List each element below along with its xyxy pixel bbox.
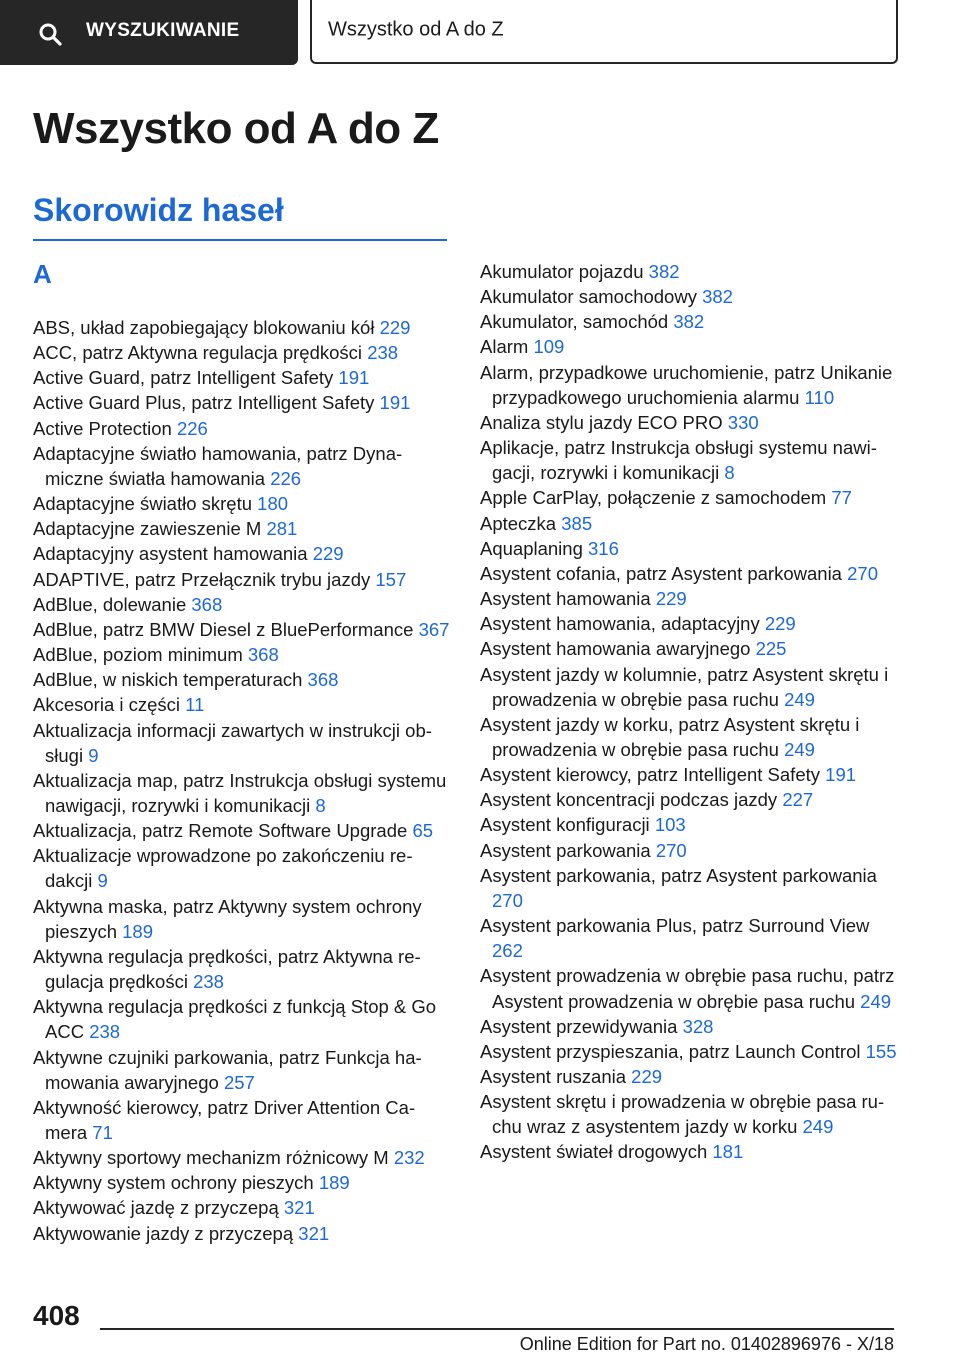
index-entry-text: AdBlue, poziom minimum [33, 644, 243, 666]
page-reference-link[interactable]: 229 [631, 1066, 663, 1087]
page-reference-link[interactable]: 270 [492, 889, 523, 911]
index-entry-text: Aktywne czujniki parkowania, patrz Funkcja hamowania awaryjnego [33, 1046, 422, 1093]
page-reference-link[interactable]: 9 [97, 870, 108, 892]
index-entry-text: Aktywna regulacja prędkości, patrz Aktywna regulacja prędkości [33, 945, 421, 993]
page-reference-link[interactable]: 109 [533, 336, 565, 358]
section-divider [33, 239, 447, 241]
page-reference-link[interactable]: 262 [492, 940, 523, 962]
index-entry[interactable] [480, 284, 898, 309]
index-entry-text: Aktywny system ochrony pieszych [33, 1172, 314, 1194]
index-entry-text: Adaptacyjne światło hamowania, patrz Dynamiczne światła hamowania [33, 442, 403, 489]
index-entry-text: Asystent kierowcy, patrz Intelligent Safety [480, 764, 821, 786]
index-entry-text: Alarm [480, 336, 529, 358]
index-entry[interactable] [33, 944, 451, 994]
index-entry[interactable] [480, 1064, 898, 1089]
index-entry-text: AdBlue, w niskich temperaturach [33, 669, 303, 691]
page-reference-link[interactable]: 189 [318, 1172, 350, 1194]
page-reference-link[interactable]: 65 [412, 820, 434, 842]
index-entry-text: Aktywność kierowcy, patrz Driver Attention Camera [33, 1096, 416, 1143]
index-entry-text: Aktywowanie jazdy z przyczepą [33, 1222, 294, 1244]
index-entry-text: Asystent skrętu i prowadzenia w obrębie pasa ruchu wraz z asystentem jazdy w korku [480, 1091, 885, 1138]
index-entry[interactable] [33, 1145, 451, 1170]
page-reference-link[interactable]: 191 [825, 764, 857, 786]
index-entry[interactable] [33, 894, 451, 944]
breadcrumb-label: Wszystko od A do Z [328, 18, 504, 41]
page-reference-link[interactable]: 249 [784, 738, 815, 760]
index-entry-text: Aktywna maska, patrz Aktywny system ochrony pieszych [33, 895, 422, 942]
page-reference-link[interactable]: 8 [724, 462, 735, 484]
page-reference-link[interactable]: 367 [418, 618, 450, 640]
index-entry-text: Active Protection [33, 417, 172, 439]
page-reference-link[interactable]: 157 [375, 568, 407, 590]
index-entry-text: Adaptacyjne światło skrętu [33, 493, 253, 515]
index-entry-text: Adaptacyjny asystent hamowania [33, 543, 308, 565]
page-reference-link[interactable]: 180 [257, 493, 289, 515]
page-reference-link[interactable]: 368 [191, 593, 223, 615]
page-reference-link[interactable]: 249 [802, 1116, 834, 1138]
index-entry[interactable] [480, 863, 898, 913]
index-entry-text: Akcesoria i części [33, 694, 181, 716]
index-entry[interactable] [480, 259, 898, 284]
index-entry-text: Aktualizacja, patrz Remote Software Upgrade [33, 820, 408, 842]
index-entry-text: Aktywny sportowy mechanizm różnicowy M [33, 1147, 389, 1169]
page-reference-link[interactable]: 257 [223, 1071, 255, 1093]
page-title: Wszystko od A do Z [33, 104, 439, 153]
index-entry-text: Asystent konfiguracji [480, 814, 650, 836]
index-entry[interactable] [480, 586, 898, 611]
footer-divider [100, 1328, 894, 1330]
page-reference-link[interactable]: 270 [655, 839, 687, 861]
index-entry[interactable] [33, 818, 451, 843]
index-entry-text: Akumulator pojazdu [480, 261, 644, 282]
index-letter: A [33, 259, 52, 289]
index-entry[interactable] [480, 838, 898, 863]
index-entry[interactable] [480, 611, 898, 636]
index-entry-text: Akumulator samochodowy [480, 286, 697, 308]
index-entry[interactable] [33, 516, 451, 541]
index-entry-text: ADAPTIVE, patrz Przełącznik trybu jazdy [33, 568, 371, 590]
index-entry[interactable] [480, 485, 898, 510]
index-entry-text: Asystent przewidywania [480, 1015, 678, 1037]
index-entry[interactable] [33, 491, 451, 516]
index-entry-text: Akumulator, samochód [480, 311, 669, 333]
index-entry[interactable] [33, 667, 451, 692]
index-entry[interactable] [33, 441, 451, 491]
page-reference-link[interactable]: 225 [755, 638, 787, 660]
index-entry-text: Asystent prowadzenia w obrębie pasa ruchu, patrz Asystent prowadzenia w obrębie pasa ruchu [480, 965, 895, 1012]
index-entry-text: Alarm, przypadkowe uruchomienie, patrz Unikanie przypadkowego uruchomienia alarmu [480, 361, 893, 408]
index-entry[interactable] [33, 340, 451, 365]
index-entry-text: Asystent jazdy w kolumnie, patrz Asystent skrętu i prowadzenia w obrębie pasa ruchu [480, 663, 889, 710]
page-reference-link[interactable]: 321 [298, 1222, 330, 1244]
index-entry[interactable] [480, 511, 898, 536]
page-reference-link[interactable]: 238 [193, 971, 224, 993]
search-icon [38, 22, 62, 46]
index-entry-text: Aquaplaning [480, 537, 583, 559]
page-reference-link[interactable]: 238 [367, 342, 399, 364]
search-button[interactable] [0, 0, 298, 65]
page-reference-link[interactable]: 110 [804, 386, 835, 408]
search-label: WYSZUKIWANIE [86, 20, 240, 41]
top-bar [0, 0, 960, 66]
page-reference-link[interactable]: 330 [727, 411, 759, 433]
index-entry[interactable] [33, 718, 451, 768]
index-entry[interactable] [33, 315, 451, 340]
index-entry[interactable] [480, 1089, 898, 1139]
index-entry-text: Asystent hamowania [480, 588, 651, 610]
page-reference-link[interactable]: 155 [865, 1040, 897, 1062]
index-entry[interactable] [33, 1221, 451, 1246]
page-reference-link[interactable]: 232 [393, 1147, 425, 1169]
index-entry[interactable] [480, 662, 898, 712]
index-entry[interactable] [480, 561, 898, 586]
page-reference-link[interactable]: 229 [764, 613, 796, 635]
index-entry[interactable] [480, 712, 898, 762]
index-entry[interactable] [480, 787, 898, 812]
index-entry[interactable] [480, 334, 898, 359]
page-reference-link[interactable]: 238 [89, 1021, 121, 1043]
index-entry-text: Aplikacje, patrz Instrukcja obsługi systemu nawigacji, rozrywki i komunikacji [480, 437, 877, 484]
index-entry-text: Asystent hamowania awaryjnego [480, 638, 751, 660]
index-entry-text: Asystent cofania, patrz Asystent parkowania [480, 562, 842, 584]
index-entry-text: Adaptacyjne zawieszenie M [33, 518, 262, 540]
page-reference-link[interactable]: 321 [283, 1197, 315, 1219]
index-entry[interactable] [33, 843, 451, 893]
index-entry[interactable] [33, 617, 451, 642]
index-entry[interactable] [480, 812, 898, 837]
page-reference-link[interactable]: 382 [702, 286, 733, 308]
breadcrumb[interactable] [310, 0, 898, 64]
page-reference-link[interactable]: 368 [247, 644, 279, 666]
page-reference-link[interactable]: 328 [682, 1015, 714, 1037]
page-reference-link[interactable]: 385 [561, 512, 593, 534]
index-entry[interactable] [33, 416, 451, 441]
index-entry[interactable] [480, 1014, 898, 1039]
index-entry[interactable] [33, 642, 451, 667]
page-reference-link[interactable]: 229 [379, 317, 411, 338]
index-entry[interactable] [33, 1170, 451, 1195]
index-entry-text: Aktualizacja map, patrz Instrukcja obsługi systemu nawigacji, rozrywki i komunikacji [33, 769, 447, 816]
page-reference-link[interactable]: 249 [784, 688, 815, 710]
index-entry[interactable] [480, 1039, 898, 1064]
page-reference-link[interactable]: 77 [831, 487, 852, 509]
index-entry-text: Aktualizacja informacji zawartych w instrukcji obsługi [33, 719, 432, 766]
page-reference-link[interactable]: 382 [648, 261, 680, 282]
index-entry[interactable] [33, 1045, 451, 1095]
page-reference-link[interactable]: 71 [92, 1122, 113, 1143]
index-entry[interactable] [33, 1195, 451, 1220]
index-entry-text: Asystent jazdy w korku, patrz Asystent skrętu i prowadzenia w obrębie pasa ruchu [480, 713, 860, 760]
index-entry-text: Analiza stylu jazdy ECO PRO [480, 411, 723, 433]
index-entry-text: Asystent parkowania [480, 839, 651, 861]
index-entry[interactable] [33, 692, 451, 717]
index-entry[interactable] [33, 541, 451, 566]
index-entry-text: Active Guard, patrz Intelligent Safety [33, 367, 334, 389]
page-reference-link[interactable]: 229 [312, 543, 344, 565]
index-entry-text: Apple CarPlay, połączenie z samochodem [480, 487, 827, 509]
page-reference-link[interactable]: 8 [315, 794, 326, 816]
page-reference-link[interactable]: 316 [588, 537, 619, 559]
page-reference-link[interactable]: 103 [654, 814, 686, 836]
page-reference-link[interactable]: 9 [88, 744, 99, 766]
index-entry-text: AdBlue, patrz BMW Diesel z BluePerformance [33, 618, 414, 640]
page-reference-link[interactable]: 249 [860, 990, 892, 1012]
index-entry[interactable] [33, 994, 451, 1044]
index-entry[interactable] [480, 309, 898, 334]
index-entry-text: AdBlue, dolewanie [33, 593, 187, 615]
index-entry-text: Asystent koncentracji podczas jazdy [480, 789, 778, 811]
page-reference-link[interactable]: 189 [122, 920, 153, 942]
page-reference-link[interactable]: 191 [379, 392, 411, 414]
page-reference-link[interactable]: 226 [270, 467, 302, 489]
index-entry-text: Asystent przyspieszania, patrz Launch Control [480, 1040, 861, 1062]
index-entry-text: Asystent parkowania, patrz Asystent parkowania [480, 864, 877, 886]
index-entry[interactable] [480, 410, 898, 435]
page-reference-link[interactable]: 382 [673, 311, 705, 333]
index-entry[interactable] [480, 536, 898, 561]
index-entry-text: Apteczka [480, 512, 557, 534]
index-entry-text: ABS, układ zapobiegający blokowaniu kół [33, 317, 375, 338]
page-reference-link[interactable]: 181 [712, 1141, 744, 1163]
index-column-left [33, 315, 451, 1246]
index-entry-text: Aktywować jazdę z przyczepą [33, 1197, 279, 1219]
index-entry[interactable] [33, 1095, 451, 1145]
index-entry[interactable] [480, 435, 898, 485]
index-entry[interactable] [33, 390, 451, 415]
index-entry-text: ACC, patrz Aktywna regulacja prędkości [33, 342, 363, 364]
index-entry[interactable] [480, 1139, 898, 1164]
page-reference-link[interactable]: 227 [782, 789, 814, 811]
index-entry-text: Aktywna regulacja prędkości z funkcją Stop & Go ACC [33, 996, 437, 1043]
index-entry[interactable] [480, 360, 898, 410]
index-entry-text: Asystent ruszania [480, 1066, 627, 1087]
index-entry[interactable] [480, 762, 898, 787]
section-title: Skorowidz haseł [33, 192, 284, 228]
index-entry[interactable] [33, 592, 451, 617]
index-entry[interactable] [33, 768, 451, 818]
index-entry[interactable] [33, 365, 451, 390]
footer-edition: Online Edition for Part no. 01402896976 - X/18 [519, 1334, 894, 1354]
index-entry[interactable] [480, 913, 898, 963]
index-entry[interactable] [480, 636, 898, 661]
index-entry-text: Asystent świateł drogowych [480, 1141, 708, 1163]
page-reference-link[interactable]: 229 [655, 588, 687, 610]
index-entry-text: Asystent parkowania Plus, patrz Surround View [480, 915, 870, 937]
index-entry-text: Asystent hamowania, adaptacyjny [480, 613, 760, 635]
index-entry-text: Active Guard Plus, patrz Intelligent Safety [33, 392, 375, 414]
page-reference-link[interactable]: 281 [266, 518, 298, 540]
page-reference-link[interactable]: 226 [176, 417, 208, 439]
index-column-right [480, 259, 898, 1165]
index-entry[interactable] [480, 963, 898, 1013]
page-reference-link[interactable]: 191 [338, 367, 370, 389]
index-entry-text: Aktualizacje wprowadzone po zakończeniu redakcji [33, 845, 413, 892]
page-reference-link[interactable]: 368 [307, 669, 339, 691]
index-entry[interactable] [33, 567, 451, 592]
page-reference-link[interactable]: 11 [185, 694, 205, 716]
page-number: 408 [33, 1300, 80, 1331]
page-reference-link[interactable]: 270 [847, 562, 878, 584]
